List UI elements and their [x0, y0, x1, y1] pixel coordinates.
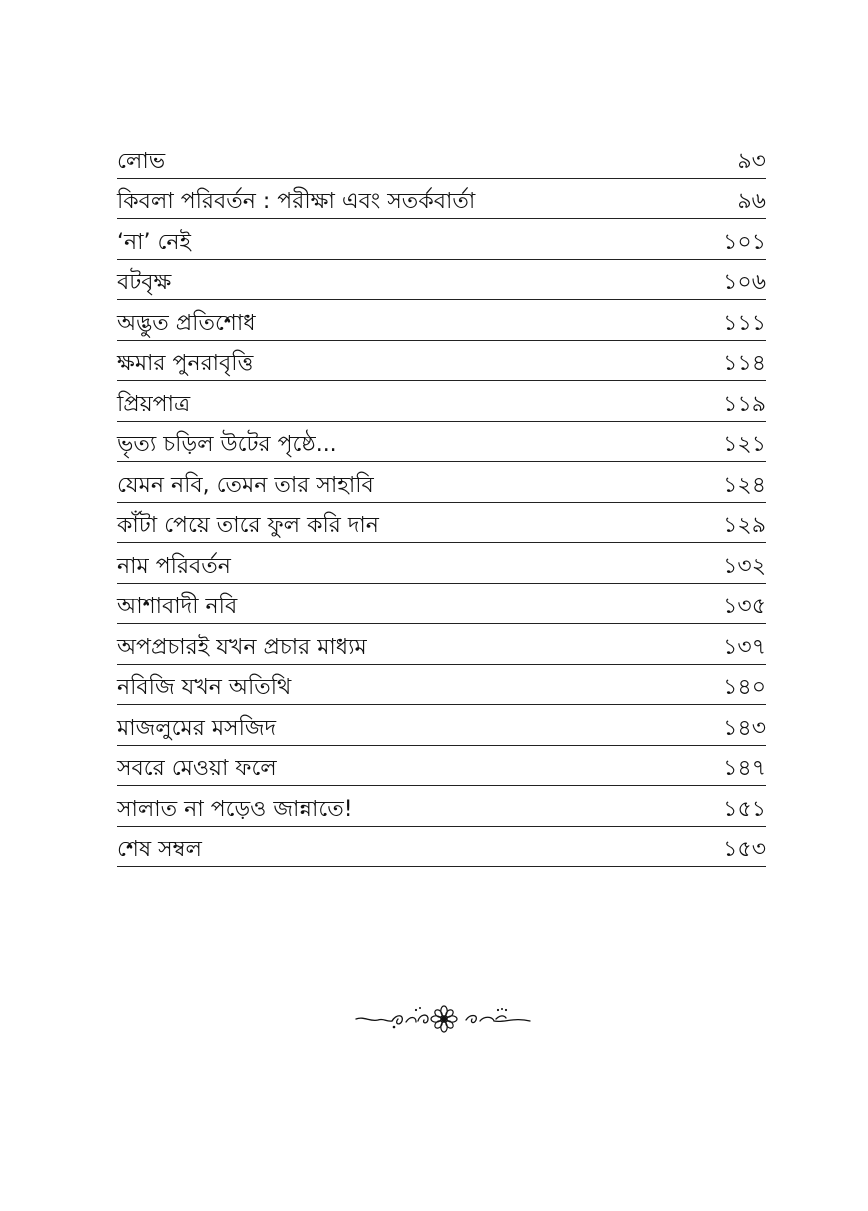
- toc-entry-title: অপপ্রচারই যখন প্রচার মাধ্যম: [117, 634, 367, 660]
- toc-entry-page: ৯৩: [737, 148, 766, 174]
- toc-entry-page: ১১৯: [723, 391, 766, 417]
- toc-row: [117, 827, 766, 868]
- toc-entry-page: ১০১: [723, 229, 766, 255]
- toc-entry-title: কাঁটা পেয়ে তারে ফুল করি দান: [117, 513, 379, 539]
- toc-entry-title: কিবলা পরিবর্তন : পরীক্ষা এবং সতর্কবার্তা: [117, 189, 476, 215]
- toc-entry-title: শেষ সম্বল: [117, 837, 202, 863]
- toc-entry-title: লোভ: [117, 148, 166, 174]
- table-of-contents: [117, 138, 766, 867]
- toc-entry-title: সালাত না পড়েও জান্নাতে!: [117, 796, 353, 822]
- toc-row: [117, 381, 766, 422]
- toc-entry-page: ১২৯: [723, 513, 766, 539]
- toc-row: [117, 138, 766, 179]
- floral-divider-icon: [354, 1000, 532, 1034]
- toc-row: [117, 260, 766, 301]
- toc-entry-title: মাজলুমের মসজিদ: [117, 715, 277, 741]
- toc-entry-title: অদ্ভুত প্রতিশোধ: [117, 310, 256, 336]
- toc-row: [117, 300, 766, 341]
- toc-row: [117, 705, 766, 746]
- toc-row: [117, 179, 766, 220]
- toc-row: [117, 503, 766, 544]
- toc-entry-page: ১৩২: [723, 553, 766, 579]
- toc-entry-page: ৯৬: [737, 189, 766, 215]
- toc-row: [117, 543, 766, 584]
- toc-entry-title: ক্ষমার পুনরাবৃত্তি: [117, 351, 254, 377]
- toc-entry-title: বটবৃক্ষ: [117, 270, 172, 296]
- toc-row: [117, 624, 766, 665]
- toc-entry-page: ১৩৫: [723, 594, 766, 620]
- toc-entry-page: ১২৪: [723, 472, 766, 498]
- toc-entry-title: ভৃত্য চড়িল উটের পৃষ্ঠে...: [117, 432, 337, 458]
- toc-row: [117, 219, 766, 260]
- toc-entry-page: ১৪০: [723, 675, 766, 701]
- toc-entry-page: ১৫১: [723, 796, 766, 822]
- toc-row: [117, 341, 766, 382]
- toc-entry-page: ১৪৭: [723, 756, 766, 782]
- toc-entry-page: ১৩৭: [723, 634, 766, 660]
- toc-entry-title: ‘না’ নেই: [117, 229, 191, 255]
- toc-entry-title: আশাবাদী নবি: [117, 594, 238, 620]
- toc-entry-title: নাম পরিবর্তন: [117, 553, 231, 579]
- toc-row: [117, 665, 766, 706]
- toc-entry-page: ১৫৩: [723, 837, 766, 863]
- toc-entry-title: প্রিয়পাত্র: [117, 391, 191, 417]
- toc-entry-page: ১১৪: [723, 351, 766, 377]
- toc-entry-page: ১০৬: [723, 270, 766, 296]
- toc-row: [117, 584, 766, 625]
- toc-row: [117, 462, 766, 503]
- toc-entry-title: নবিজি যখন অতিথি: [117, 675, 292, 701]
- toc-entry-page: ১৪৩: [723, 715, 766, 741]
- toc-entry-title: যেমন নবি, তেমন তার সাহাবি: [117, 472, 374, 498]
- toc-entry-page: ১১১: [723, 310, 766, 336]
- toc-entry-title: সবরে মেওয়া ফলে: [117, 756, 277, 782]
- toc-entry-page: ১২১: [723, 432, 766, 458]
- toc-row: [117, 746, 766, 787]
- toc-row: [117, 786, 766, 827]
- toc-row: [117, 422, 766, 463]
